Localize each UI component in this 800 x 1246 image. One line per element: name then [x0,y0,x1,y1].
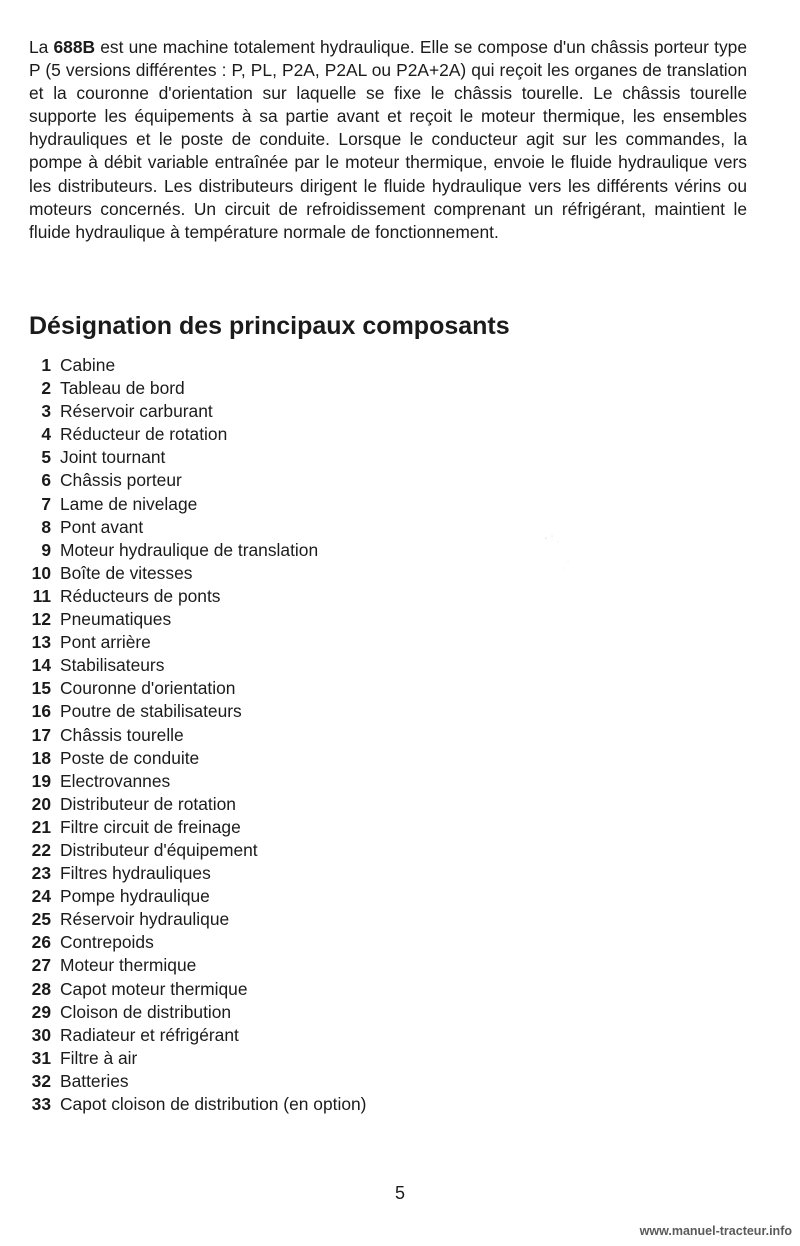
component-number: 18 [31,747,51,768]
component-label: Radiateur et réfrigérant [60,1024,239,1045]
list-item [29,816,366,839]
component-label: Cabine [60,355,116,375]
list-item [29,908,366,931]
component-label: Moteur hydraulique de translation [60,539,319,560]
component-number: 32 [31,1070,51,1091]
component-number: 12 [31,609,51,630]
page-number: 5 [394,1183,405,1203]
list-item [29,862,366,885]
component-number: 19 [31,770,51,791]
list-item [29,954,366,977]
site-url: www.manuel-tracteur.info [639,1224,792,1238]
component-label: Joint tournant [60,447,166,468]
component-number: 21 [31,816,51,837]
component-number: 26 [31,932,51,953]
component-label: Châssis tourelle [60,724,184,745]
intro-paragraph [29,36,747,244]
list-item [29,1093,366,1116]
component-label: Filtre à air [60,1047,138,1068]
component-label: Réservoir carburant [60,401,213,422]
component-label: Réducteurs de ponts [60,585,221,606]
component-label: Tableau de bord [60,378,185,399]
component-label: Electrovannes [60,770,171,791]
component-number: 1 [41,355,51,375]
component-number: 7 [41,493,51,514]
list-item [29,747,366,770]
component-label: Distributeur de rotation [60,793,236,814]
list-item [29,978,366,1001]
model-name: 688B [53,37,96,57]
component-number: 6 [41,470,51,491]
component-label: Pompe hydraulique [60,886,210,907]
component-label: Filtre circuit de freinage [60,816,241,837]
component-label: Pneumatiques [60,609,172,630]
list-item [29,931,366,954]
list-item [29,446,366,469]
component-label: Réservoir hydraulique [60,909,230,930]
component-label: Filtres hydrauliques [60,863,211,884]
component-number: 8 [41,516,51,537]
component-label: Lame de nivelage [60,493,198,514]
list-item [29,1024,366,1047]
component-number: 2 [41,378,51,399]
list-item [29,608,366,631]
component-label: Contrepoids [60,932,154,953]
component-label: Cloison de distribution [60,1001,232,1022]
list-item [29,354,366,377]
component-number: 11 [32,585,51,606]
component-number: 29 [31,1001,51,1022]
component-number: 27 [31,955,51,976]
component-number: 25 [31,909,51,930]
component-number: 17 [31,724,51,745]
component-label: Poutre de stabilisateurs [60,701,242,722]
components-list [29,354,366,1116]
list-item [29,493,366,516]
component-number: 20 [31,793,51,814]
list-item [29,400,366,423]
component-label: Boîte de vitesses [60,562,193,583]
component-label: Châssis porteur [60,470,182,491]
component-number: 30 [31,1024,51,1045]
list-item [29,539,366,562]
list-item [29,770,366,793]
list-item [29,423,366,446]
component-label: Capot cloison de distribution (en option) [60,1094,367,1114]
component-label: Moteur thermique [60,955,197,976]
component-number: 5 [41,447,51,468]
list-item [29,793,366,816]
list-item [29,516,366,539]
component-number: 28 [31,978,51,999]
component-number: 4 [41,424,51,445]
list-item [29,1047,366,1070]
component-number: 13 [31,632,51,653]
component-label: Pont arrière [60,632,151,653]
component-label: Réducteur de rotation [60,424,228,445]
list-item [29,724,366,747]
component-number: 23 [31,863,51,884]
component-number: 14 [31,655,51,676]
component-number: 9 [41,539,51,560]
component-number: 31 [31,1047,51,1068]
list-item [29,677,366,700]
component-label: Poste de conduite [60,747,200,768]
component-number: 10 [31,562,51,583]
list-item [29,585,366,608]
component-label: Couronne d'orientation [60,678,236,699]
component-number: 15 [31,678,51,699]
list-item [29,654,366,677]
scan-speck [538,532,578,572]
component-number: 24 [31,886,51,907]
intro-text-start: La [29,37,54,57]
list-item [29,469,366,492]
component-number: 3 [41,401,51,422]
list-item [29,562,366,585]
list-item [29,1070,366,1093]
section-heading: Désignation des principaux composants [29,312,510,340]
component-label: Capot moteur thermique [60,978,248,999]
component-number: 16 [31,701,51,722]
list-item [29,700,366,723]
intro-text-body: est une machine totalement hydraulique. Elle se compose d'un châssis porteur type P (5 versions différentes : P, PL, P2A, P2AL ou P2A+2A) qui reçoit les organes de translation et la couronne d'orientation sur laquelle se fixe le châssis tourelle. Le châssis tourelle supporte les équipements à sa partie avant et reçoit le moteur thermique, les ensembles hydrauliques et le poste de conduite. Lorsque le conducteur agit sur les commandes, la pompe à débit variable entraînée par le moteur thermique, envoie le fluide hydraulique vers les distributeurs. Les distributeurs dirigent le fluide hydraulique vers les différents vérins ou moteurs concernés. Un circuit de refroidissement comprenant un réfrigérant, maintient le fluide hydraulique à température normale de fonctionnement. [29,37,747,242]
component-label: Pont avant [60,516,144,537]
list-item [29,1001,366,1024]
list-item [29,631,366,654]
component-number: 22 [31,839,51,860]
component-label: Batteries [60,1070,129,1091]
list-item [29,885,366,908]
list-item [29,377,366,400]
component-label: Distributeur d'équipement [60,839,258,860]
component-number: 33 [31,1094,51,1114]
list-item [29,839,366,862]
component-label: Stabilisateurs [60,655,165,676]
